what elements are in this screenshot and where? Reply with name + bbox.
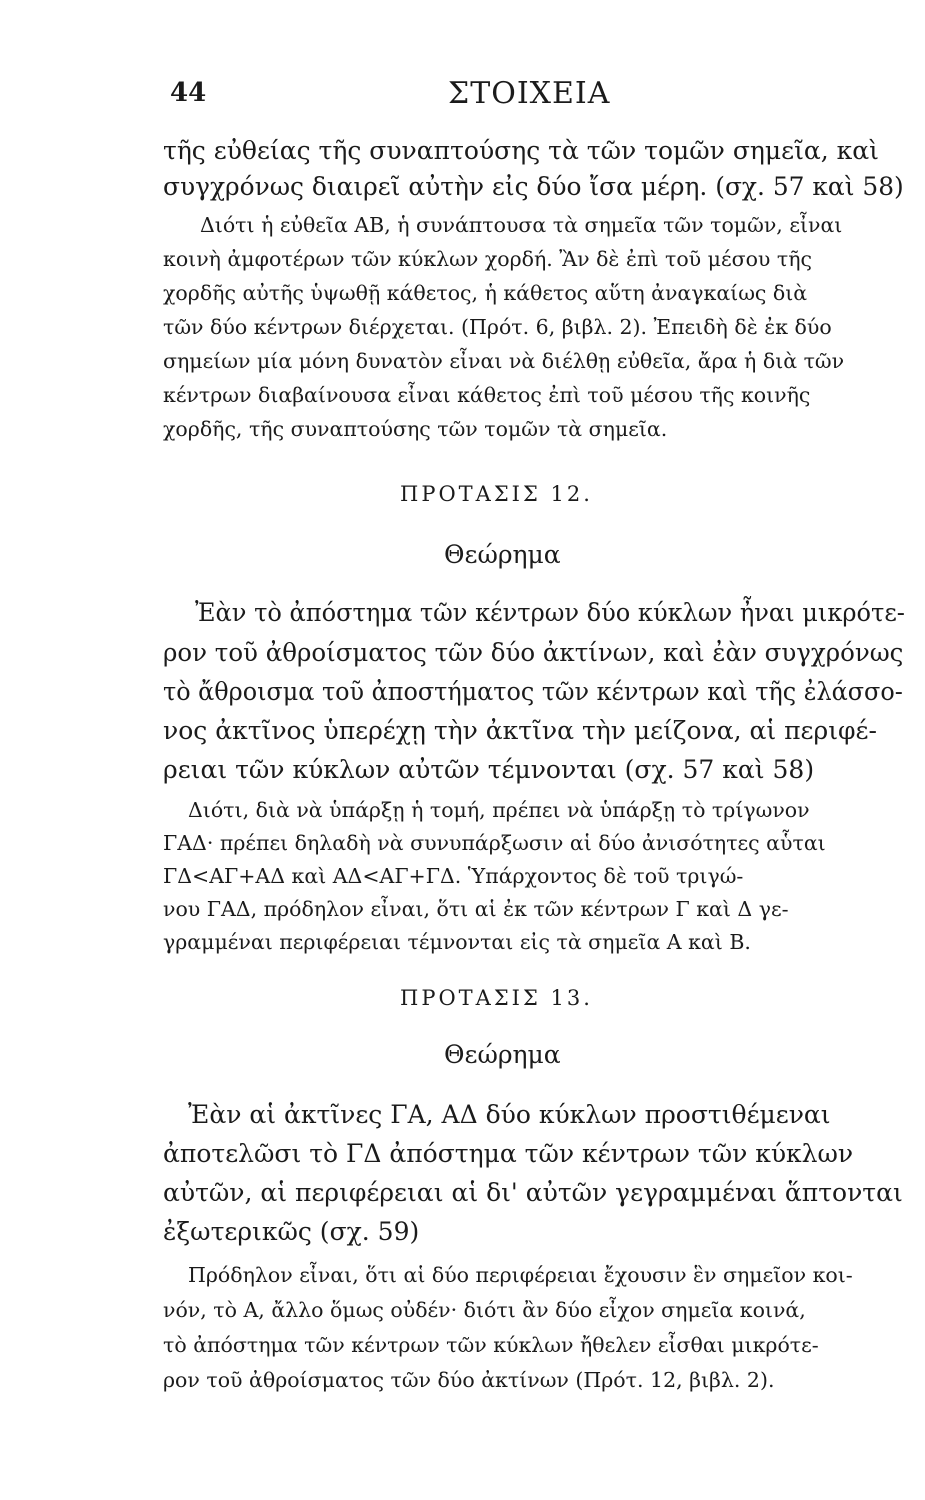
- proof-line: χορδῆς, τῆς συναπτούσης τῶν τομῶν τὰ σημεῖα.: [163, 417, 668, 441]
- proof-line: χορδῆς αὐτῆς ὑψωθῇ κάθετος, ἡ κάθετος αὕτη ἀναγκαίως διὰ: [163, 281, 808, 305]
- proof-line: τὸ ἀπόστημα τῶν κέντρων τῶν κύκλων ἤθελεν εἶσθαι μικρότε-: [163, 1333, 819, 1357]
- text-line: τῆς εὐθείας τῆς συναπτούσης τὰ τῶν τομῶν σημεῖα, καὶ: [163, 136, 879, 165]
- proof-line: τῶν δύο κέντρων διέρχεται. (Πρότ. 6, βιβλ. 2). Ἐπειδὴ δὲ ἐκ δύο: [163, 315, 832, 339]
- theorem-label: Θεώρημα: [444, 540, 561, 569]
- statement-line: ἀποτελῶσι τὸ ΓΔ ἀπόστημα τῶν κέντρων τῶν κύκλων: [163, 1139, 854, 1168]
- proof-line: γραμμέναι περιφέρειαι τέμνονται εἰς τὰ σημεῖα Α καὶ Β.: [163, 930, 751, 954]
- statement-line: Ἐὰν αἱ ἀκτῖνες ΓΑ, ΑΔ δύο κύκλων προστιθέμεναι: [188, 1100, 831, 1129]
- proof-line: Πρόδηλον εἶναι, ὅτι αἱ δύο περιφέρειαι ἔχουσιν ἓν σημεῖον κοι-: [188, 1263, 853, 1287]
- statement-line: Ἐὰν τὸ ἀπόστημα τῶν κέντρων δύο κύκλων ἦναι μικρότε-: [195, 598, 905, 627]
- proof-line: κοινὴ ἀμφοτέρων τῶν κύκλων χορδή. Ἂν δὲ ἐπὶ τοῦ μέσου τῆς: [163, 247, 813, 271]
- statement-line: ἐξωτερικῶς (σχ. 59): [163, 1217, 420, 1246]
- proof-line: σημείων μία μόνη δυνατὸν εἶναι νὰ διέλθῃ εὐθεῖα, ἄρα ἡ διὰ τῶν: [163, 349, 845, 373]
- proof-line: Διότι ἡ εὐθεῖα ΑΒ, ἡ συνάπτουσα τὰ σημεῖα τῶν τομῶν, εἶναι: [200, 213, 843, 237]
- theorem-label: Θεώρημα: [444, 1040, 561, 1069]
- proof-line: κέντρων διαβαίνουσα εἶναι κάθετος ἐπὶ τοῦ μέσου τῆς κοινῆς: [163, 383, 811, 407]
- proposition-heading: ΠΡΟΤΑΣΙΣ 12.: [400, 482, 593, 506]
- proof-line: ρον τοῦ ἀθροίσματος τῶν δύο ἀκτίνων (Πρότ. 12, βιβλ. 2).: [163, 1368, 775, 1392]
- statement-line: αὐτῶν, αἱ περιφέρειαι αἱ δι' αὐτῶν γεγραμμέναι ἅπτονται: [163, 1178, 903, 1207]
- proof-line: νόν, τὸ Α, ἄλλο ὅμως οὐδέν· διότι ἂν δύο εἶχον σημεῖα κοινά,: [163, 1298, 806, 1322]
- proof-line: ΓΑΔ· πρέπει δηλαδὴ νὰ συνυπάρξωσιν αἱ δύο ἀνισότητες αὗται: [163, 831, 826, 855]
- proof-line: ΓΔ<ΑΓ+ΑΔ καὶ ΑΔ<ΑΓ+ΓΔ. Ὑπάρχοντος δὲ τοῦ τριγώ-: [163, 864, 744, 888]
- proof-line: Διότι, διὰ νὰ ὑπάρξῃ ἡ τομή, πρέπει νὰ ὑπάρξῃ τὸ τρίγωνον: [188, 798, 810, 822]
- proof-line: νου ΓΑΔ, πρόδηλον εἶναι, ὅτι αἱ ἐκ τῶν κέντρων Γ καὶ Δ γε-: [163, 897, 789, 921]
- proposition-heading: ΠΡΟΤΑΣΙΣ 13.: [400, 986, 593, 1010]
- statement-line: ρον τοῦ ἀθροίσματος τῶν δύο ἀκτίνων, καὶ ἐὰν συγχρόνως: [163, 638, 904, 667]
- running-header: ΣΤΟΙΧΕΙΑ: [448, 76, 611, 111]
- page-number: 44: [170, 78, 207, 108]
- statement-line: νος ἀκτῖνος ὑπερέχῃ τὴν ἀκτῖνα τὴν μείζονα, αἱ περιφέ-: [163, 716, 877, 745]
- statement-line: ρειαι τῶν κύκλων αὐτῶν τέμνονται (σχ. 57 καὶ 58): [163, 755, 815, 784]
- text-line: συγχρόνως διαιρεῖ αὐτὴν εἰς δύο ἴσα μέρη. (σχ. 57 καὶ 58): [163, 172, 904, 201]
- statement-line: τὸ ἄθροισμα τοῦ ἀποστήματος τῶν κέντρων καὶ τῆς ἐλάσσο-: [163, 677, 903, 706]
